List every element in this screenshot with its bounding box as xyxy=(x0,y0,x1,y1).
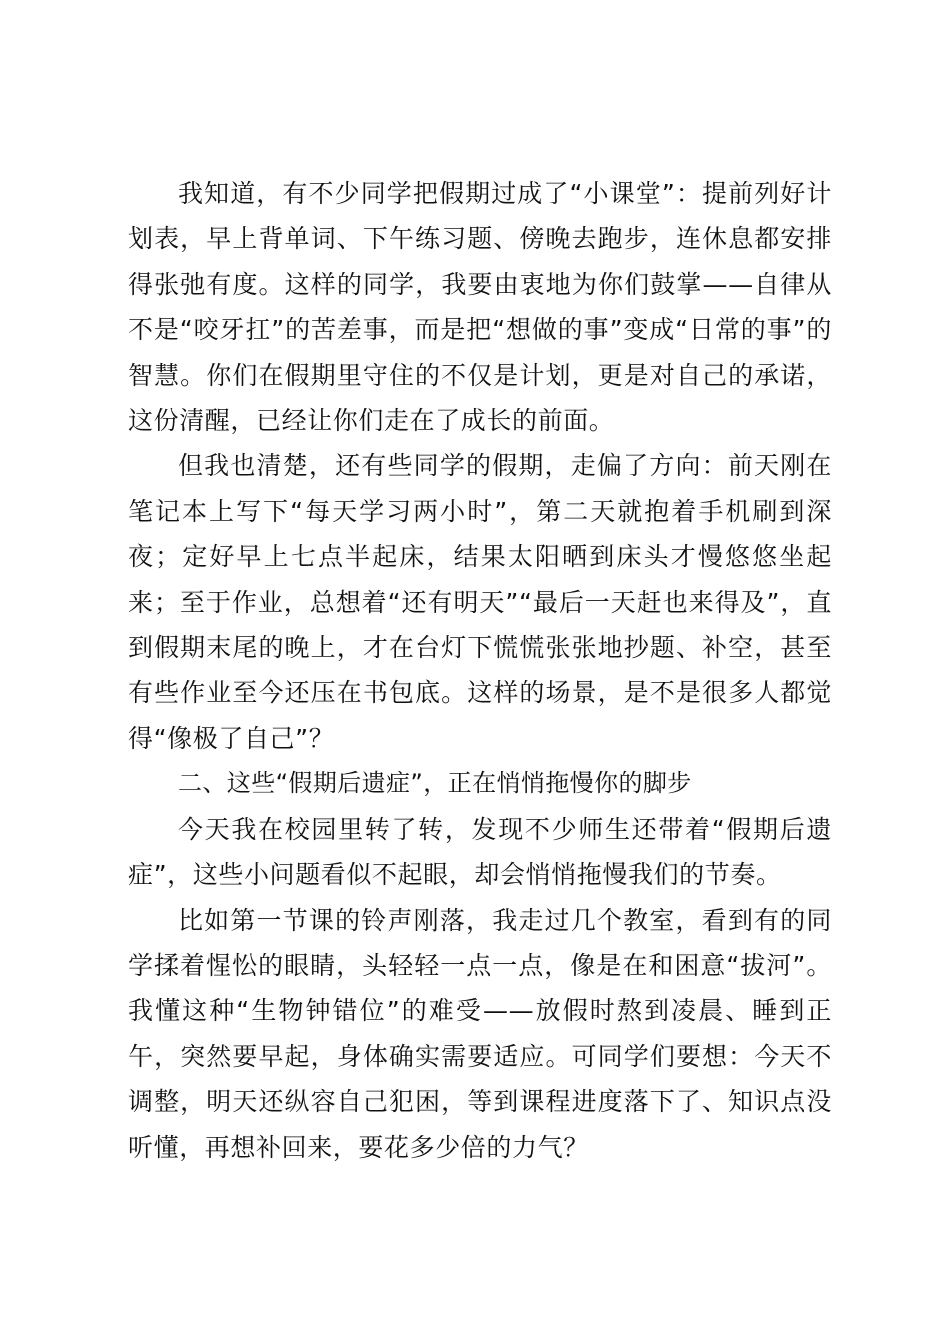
document-body xyxy=(128,171,832,1170)
paragraph-body-clock: 比如第一节课的铃声刚落，我走过几个教室，看到有的同学揉着惺忪的眼睛，头轻轻一点一点，像是在和困意“拔河”。我懂这种“生物钟错位”的难受——放假时熬到凌晨、睡到正午，突然要早起，身体确实需要适应。可同学们要想：今天不调整，明天还纵容自己犯困，等到课程进度落下了、知识点没听懂，再想补回来，要花多少倍的力气？ xyxy=(128,905,832,1162)
section-heading: 二、这些“假期后遗症”，正在悄悄拖慢你的脚步 xyxy=(178,769,692,798)
paragraph-off-track: 但我也清楚，还有些同学的假期，走偏了方向：前天刚在笔记本上写下“每天学习两小时”，第二天就抱着手机刷到深夜；定好早上七点半起床，结果太阳晒到床头才慢悠悠坐起来；至于作业，总想着“还有明天”“最后一天赶也来得及”，直到假期末尾的晚上，才在台灯下慌慌张张地抄题、补空，甚至有些作业至今还压在书包底。这样的场景，是不是很多人都觉得“像极了自己”？ xyxy=(128,451,832,753)
paragraph-campus-observation: 今天我在校园里转了转，发现不少师生还带着“假期后遗症”，这些小问题看似不起眼，却会悄悄拖慢我们的节奏。 xyxy=(128,814,832,890)
paragraph-self-discipline: 我知道，有不少同学把假期过成了“小课堂”：提前列好计划表，早上背单词、下午练习题、傍晚去跑步，连休息都安排得张弛有度。这样的同学，我要由衷地为你们鼓掌——自律从不是“咬牙扛”的苦差事，而是把“想做的事”变成“日常的事”的智慧。你们在假期里守住的不仅是计划，更是对自己的承诺，这份清醒，已经让你们走在了成长的前面。 xyxy=(128,179,832,436)
